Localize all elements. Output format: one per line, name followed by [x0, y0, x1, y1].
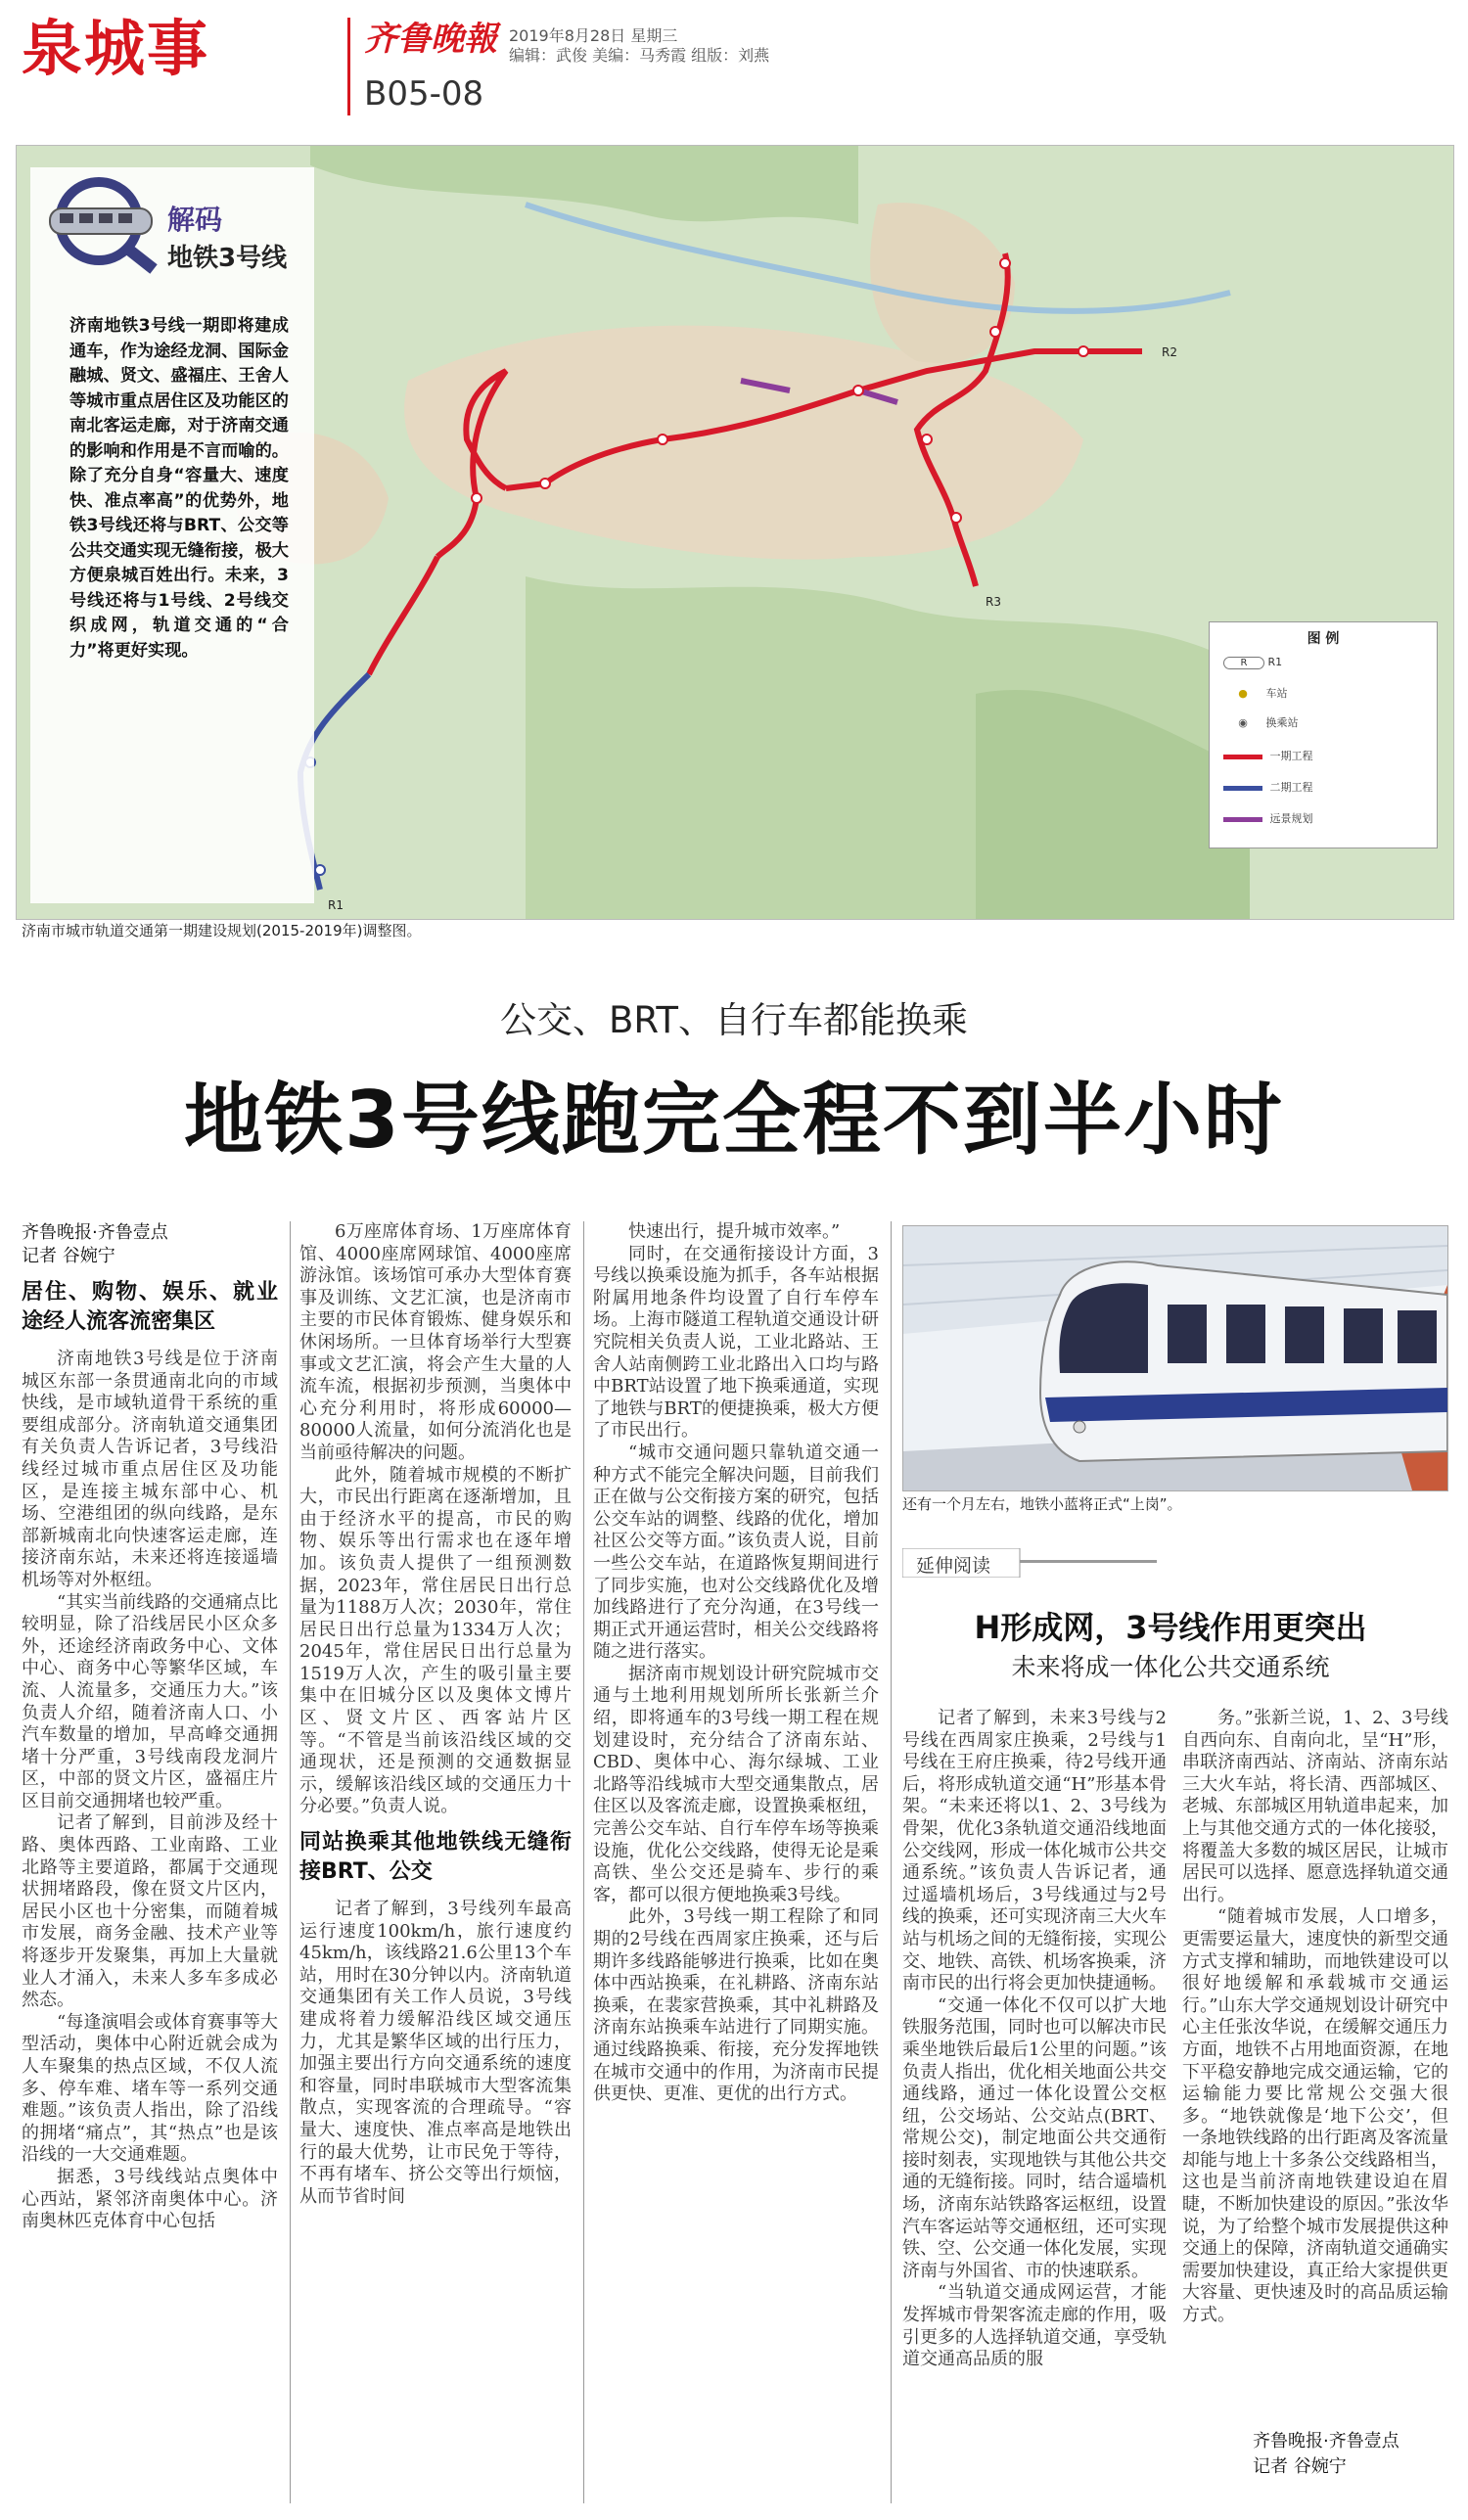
paragraph: 此外，随着城市规模的不断扩大，市民出行距离在逐渐增加，且由于经济水平的提高，市民的购物、娱乐等出行需求也在逐年增加。该负责人提供了一组预测数据，2023年，常住居民日出行总量为1188万人次；2030年，常住居民日出行总量为1334万人次；2045年，常住居民日出行总量为1519万人次，产生的吸引量主要集中在旧城分区以及奥体文博片区、贤文片区、西客站片区等。“不管是当前该沿线区域的交通现状，还是预测的交通数据显示，缓解该沿线区域的交通压力十分必要。”负责人说。	[299, 1464, 572, 1817]
paragraph: “每逢演唱会或体育赛事等大型活动，奥体中心附近就会成为人车聚集的热点区域，不仅人流多、停车难、堵车等一系列交通难题。”该负责人指出，除了沿线的拥堵“痛点”，其“热点”也是该沿线的一大交通难题。	[22, 2011, 278, 2166]
paragraph: “当轨道交通成网运营，才能发挥城市骨架客流走廊的作用，吸引更多的人选择轨道交通，享受轨道交通高品质的服	[902, 2282, 1167, 2370]
paragraph: 济南地铁3号线是位于济南城区东部一条贯通南北向的市域快线，是市域轨道骨干系统的重要组成部分。济南轨道交通集团有关负责人告诉记者，3号线沿线经过城市重点居住区及功能区，是连接主城东部中心、机场、空港组团的纵向线路，是东部新城南北向快速客运走廊，连接济南东站，未来还将连接遥墙机场等对外枢纽。	[22, 1349, 278, 1590]
station-marker	[853, 386, 863, 395]
paragraph: “交通一体化不仅可以扩大地铁服务范围，同时也可以解决市民乘坐地铁后最后1公里的问题。”该负责人指出，优化相关地面公共交通线路，通过一体化设置公交枢纽，公交场站、公交站点(BRT、常规公交)，制定地面公共交通衔接时刻表，实现地铁与其他公共交通的无缝衔接。同时，结合遥墙机场，济南东站铁路客运枢纽，设置汽车客运站等交通枢纽，还可实现铁、空、公交通一体化发展，实现济南与外国省、市的快速联系。	[902, 1994, 1167, 2281]
station-marker	[472, 493, 482, 503]
paragraph: 记者了解到，目前涉及经十路、奥体西路、工业南路、工业北路等主要道路，都属于交通现状拥堵路段，像在贤文片区内，居民小区也十分密集，而随着城市发展，商务金融、技术产业等将逐步开发聚集，再加上大量就业人才涌入，未来人多车多成必然态。	[22, 1812, 278, 2011]
paragraph: “其实当前线路的交通痛点比较明显，除了沿线居民小区众多外，还途经济南政务中心、文体中心、商务中心等繁华区域，车流、人流量多，交通压力大。”该负责人介绍，随着济南人口、小汽车数量的增加，早高峰交通拥堵十分严重，3号线南段龙洞片区，中部的贤文片区，盛福庄片区目前交通拥堵也较严重。	[22, 1591, 278, 1811]
station-marker	[315, 865, 325, 875]
paragraph: “随着城市发展，人口增多，更需要运量大，速度快的新型交通方式支撑和辅助，而地铁建设可以很好地缓解和承载城市交通运行。”山东大学交通规划设计研究中心主任张汝华说，在缓解交通压力方面，地铁不占用地面资源，在地下平稳安静地完成交通运输，它的运输能力要比常规公交强大很多。“地铁就像是‘地下公交’，但一条地铁线路的出行距离及客流量却能与地上十多条公交线路相当，这也是当前济南地铁建设迫在眉睫，不断加快建设的原因。”张汝华说，为了给整个城市发展提供这种交通上的保障，济南轨道交通确实需要加快建设，真正给大家提供更大容量、更快速及时的高品质运输方式。	[1182, 1906, 1448, 2326]
legend-future-swatch	[1223, 817, 1262, 822]
legend-station-icon: ●	[1238, 687, 1248, 700]
legend-transfer-icon: ◉	[1238, 716, 1248, 729]
page-number: B05-08	[364, 74, 484, 114]
station-marker	[1078, 346, 1088, 356]
station-label-r3: R3	[986, 595, 1001, 609]
paragraph: 据济南市规划设计研究院城市交通与土地利用规划所所长张新兰介绍，即将通车的3号线一期工程在规划建设时，充分结合了济南东站、CBD、奥体中心、海尔绿城、工业北路等沿线城市大型交通集散点，居住区以及客流走廊，设置换乘枢纽，完善公交车站、自行车停车场等换乘设施，优化公交线路，使得无论是乘高铁、坐公交还是骑车、步行的乘客，都可以很方便地换乘3号线。	[593, 1663, 879, 1905]
byline-reporter: 记者 谷婉宁	[22, 1246, 115, 1266]
legend-phase2-swatch	[1223, 786, 1262, 791]
legend-title: 图 例	[1307, 631, 1340, 647]
legend-label: 车站	[1265, 687, 1288, 700]
paragraph: 同时，在交通衔接设计方面，3号线以换乘设施为抓手，各车站根据附属用地条件均设置了自行车停车场。上海市隧道工程轨道交通设计研究院相关负责人说，工业北路站、王舍人站南侧跨工业北路出入口均与路中BRT站设置了地下换乘通道，实现了地铁与BRT的便捷换乘，极大方便了市民出行。	[593, 1243, 879, 1442]
article-column-2	[299, 1221, 572, 2513]
section-heading: 居住、购物、娱乐、就业途经人流客流密集区	[22, 1280, 278, 1334]
extension-headline: H形成网，3号线作用更突出	[974, 1609, 1367, 1646]
paragraph: “城市交通问题只靠轨道交通一种方式不能完全解决问题，目前我们正在做与公交衔接方案的研究，包括公交车站的调整、线路的优化，增加社区公交等方面。”该负责人说，目前一些公交车站，在道路恢复期间进行了同步实施，也对公交线路优化及增加线路进行了充分沟通，在3号线一期正式开通运营时，相关公交线路将随之进行落实。	[593, 1442, 879, 1663]
end-byline-reporter: 记者 谷婉宁	[1253, 2456, 1347, 2477]
photo-caption: 还有一个月左右，地铁小蓝将正式“上岗”。	[902, 1495, 1182, 1513]
extension-subhead: 未来将成一体化公共交通系统	[1011, 1653, 1330, 1681]
map-intro-panel	[30, 167, 314, 903]
legend-label: 远景规划	[1269, 812, 1313, 825]
paper-name-logo: 齐鲁晚報	[364, 20, 497, 59]
station-marker	[990, 327, 1000, 337]
legend-label: 一期工程	[1269, 750, 1313, 762]
paragraph: 6万座席体育场、1万座席体育馆、4000座席网球馆、4000座席游泳馆。该场馆可承办大型体育赛事及训练、文艺汇演，也是济南市主要的市民体育锻炼、健身娱乐和休闲场所。一旦体育场举行大型赛事或文艺汇演，将会产生大量的人流车流，根据初步预测，当奥体中心充分利用时，将形成60000—80000人流量，如何分流消化也是当前亟待解决的问题。	[299, 1221, 572, 1463]
extended-reading-text: 延伸阅读	[916, 1555, 991, 1577]
paragraph: 务。”张新兰说，1、2、3号线自西向东、自南向北，呈“H”形，串联济南西站、济南站、济南东站三大火车站，将长清、西部城区、老城、东部城区用轨道串起来，加上与其他交通方式的一体化接驳，将覆盖大多数的城区居民，让城市居民可以选择、愿意选择轨道交通出行。	[1182, 1708, 1448, 1905]
metro-train-photo	[902, 1225, 1448, 1491]
article-column-5	[1182, 1708, 1448, 2427]
station-marker	[1000, 258, 1010, 268]
legend-row-phase1	[1223, 748, 1313, 763]
station-label-r2-east: R2	[1162, 345, 1177, 359]
intro-text: 济南地铁3号线一期即将建成通车，作为途经龙洞、国际金融城、贤文、盛福庄、王舍人等城市重点居住区及功能区的南北客运走廊，对于济南交通的影响和作用是不言而喻的。除了充分自身“容量大、速度快、准点率高”的优势外，地铁3号线还将与BRT、公交等公共交通实现无缝衔接，极大方便泉城百姓出行。未来，3号线还将与1号线、2号线交织成网，轨道交通的“合力”将更好实现。	[69, 316, 289, 661]
legend-row-transfer	[1223, 714, 1299, 730]
legend-label: 二期工程	[1269, 781, 1313, 794]
issue-date: 2019年8月28日 星期三	[509, 26, 678, 45]
station-marker	[658, 435, 667, 444]
extended-reading-label	[902, 1548, 1157, 1578]
paragraph: 记者了解到，未来3号线与2号线在西周家庄换乘，2号线与1号线在王府庄换乘，待2号线开通后，将形成轨道交通“H”形基本骨架。“未来还将以1、2、3号线为骨架，优化3条轨道交通沿线地面公交线网，形成一体化城市公共交通系统。”该负责人告诉记者，通过遥墙机场后，3号线通过与2号线的换乘，还可实现济南三大火车站与机场之间的无缝衔接，实现公交、地铁、高铁、机场客换乘，济南市民的出行将会更加快捷通畅。	[902, 1708, 1167, 1994]
legend-label: R1	[1267, 656, 1283, 668]
paragraph: 据悉，3号线线站点奥体中心西站，紧邻济南奥体中心。济南奥林匹克体育中心包括	[22, 2166, 278, 2232]
legend-phase1-swatch	[1223, 755, 1262, 759]
end-byline	[1253, 2429, 1399, 2480]
byline-outlet: 齐鲁晚报·齐鲁壹点	[22, 1222, 168, 1243]
map-caption: 济南市城市轨道交通第一期建设规划(2015-2019年)调整图。	[22, 922, 422, 939]
article-column-1	[22, 1221, 278, 2513]
article-column-4	[902, 1708, 1167, 2510]
section-heading: 同站换乘其他地铁线无缝衔接BRT、公交	[299, 1830, 572, 1885]
legend-start-icon: R	[1223, 657, 1264, 669]
map-legend	[1209, 621, 1438, 848]
masthead-divider	[347, 18, 350, 115]
station-marker	[922, 435, 932, 444]
station-marker	[951, 513, 961, 523]
intro-title-line3: 地铁3号线	[167, 244, 288, 273]
column-divider	[891, 1221, 892, 2503]
station-label-r1: R1	[328, 898, 344, 912]
paragraph: 此外，3号线一期工程除了和同期的2号线在西周家庄换乘，还与后期许多线路能够进行换乘，比如在奥体中西站换乘，在礼耕路、济南东站换乘，在裴家营换乘，其中礼耕路及济南东站换乘车站进行了同期实施。通过线路换乘、衔接，充分发挥地铁在城市交通中的作用，为济南市民提供更快、更准、更优的出行方式。	[593, 1906, 879, 2105]
legend-label: 换乘站	[1265, 716, 1299, 729]
legend-row-phase2	[1223, 779, 1313, 795]
column-divider	[583, 1221, 584, 2503]
editorial-staff: 编辑：武俊 美编：马秀霞 组版：刘燕	[509, 46, 770, 65]
article-headline: 地铁3号线跑完全程不到半小时	[184, 1075, 1284, 1166]
section-title: 泉城事	[22, 13, 210, 84]
end-byline-outlet: 齐鲁晚报·齐鲁壹点	[1253, 2431, 1399, 2451]
legend-row-station	[1223, 685, 1288, 701]
intro-title-decode: 解码	[167, 204, 223, 236]
article-column-3	[593, 1221, 879, 2513]
legend-row-start	[1223, 656, 1282, 669]
metro-train-illustration	[903, 1226, 1447, 1490]
station-marker	[540, 479, 550, 488]
paragraph: 快速出行，提升城市效率。”	[628, 1221, 841, 1242]
paragraph: 记者了解到，3号线列车最高运行速度100km/h，旅行速度约45km/h，该线路21.6公里13个车站，用时在30分钟以内。济南轨道交通集团有关工作人员说，3号线建成将着力缓解沿线区域交通压力，尤其是繁华区域的出行压力，加强主要出行方向交通系统的速度和容量，同时串联城市大型客流集散点，实现客流的合理疏导。“容量大、速度快、准点率高是地铁出行的最大优势，让市民免于等待，不再有堵车、挤公交等出行烦恼，从而节省时间	[299, 1899, 572, 2207]
metro-map	[16, 145, 1454, 920]
legend-row-future	[1223, 810, 1313, 826]
article-subhead: 公交、BRT、自行车都能换乘	[499, 999, 968, 1041]
column-divider	[290, 1221, 291, 2503]
